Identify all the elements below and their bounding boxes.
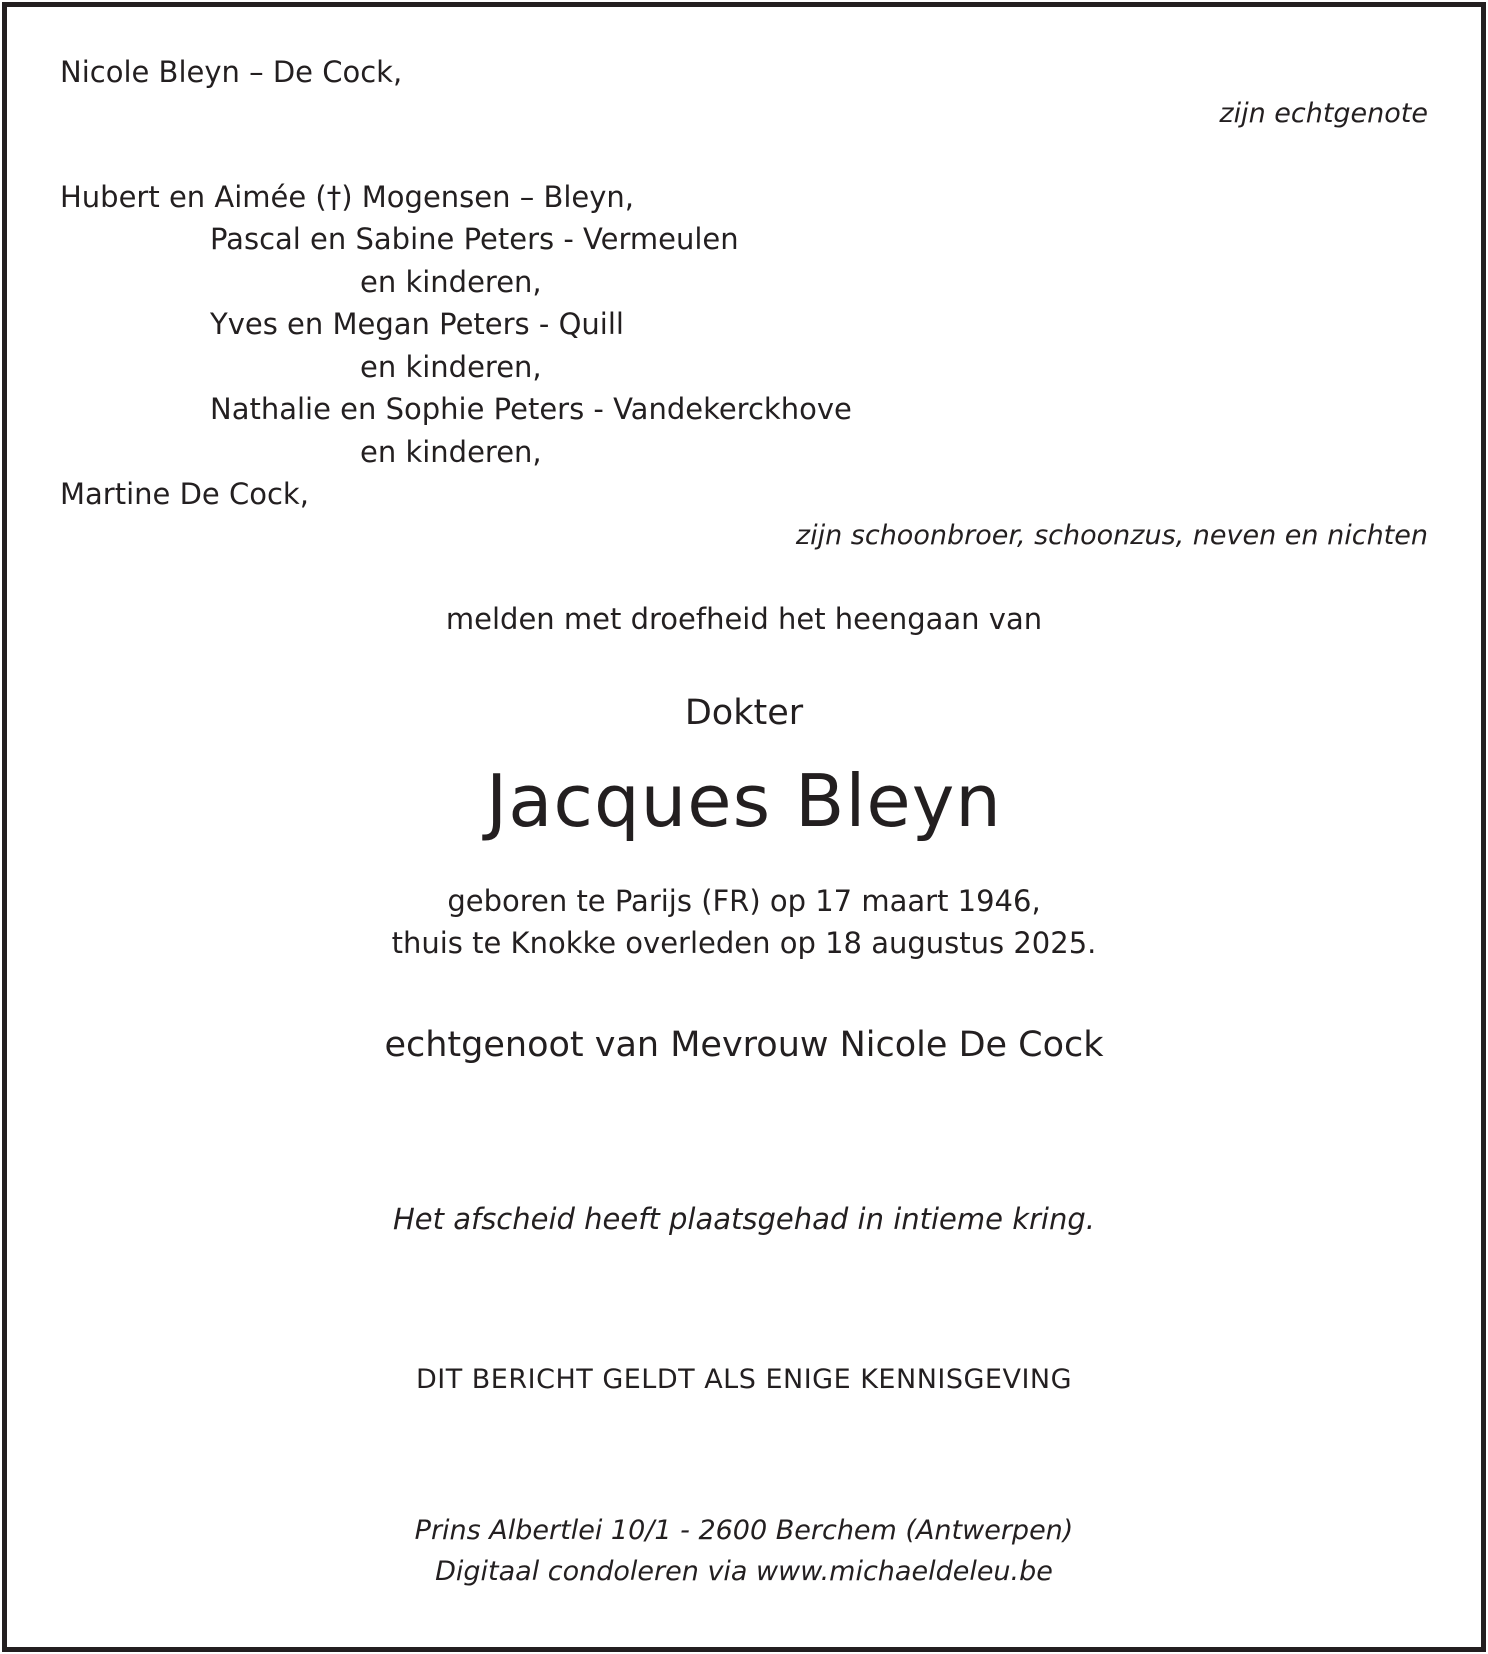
sole-notice-statement: DIT BERICHT GELDT ALS ENIGE KENNISGEVING (415, 1364, 1073, 1395)
deceased-title: Dokter (684, 693, 804, 733)
family-line-children-2: en kinderen, (360, 350, 542, 384)
family-line-children-3: en kinderen, (360, 435, 542, 469)
death-details: thuis te Knokke overleden op 18 augustus 2025. (391, 926, 1097, 960)
family-line-hubert: Hubert en Aimée (†) Mogensen – Bleyn, (60, 180, 634, 214)
family-relatives-role: zijn schoonbroer, schoonzus, neven en nichten (795, 520, 1428, 551)
family-line-children-1: en kinderen, (360, 265, 542, 299)
funeral-home-address: Prins Albertlei 10/1 - 2600 Berchem (Antwerpen) (414, 1515, 1074, 1546)
farewell-statement: Het afscheid heeft plaatsgehad in intieme kring. (392, 1202, 1095, 1236)
announcement-intro: melden met droefheid het heengaan van (445, 602, 1043, 636)
spouse-statement: echtgenoot van Mevrouw Nicole De Cock (384, 1025, 1104, 1065)
family-spouse-name: Nicole Bleyn – De Cock, (60, 55, 403, 89)
family-line-martine: Martine De Cock, (60, 477, 309, 511)
birth-details: geboren te Parijs (FR) op 17 maart 1946, (447, 884, 1041, 918)
family-line-nathalie: Nathalie en Sophie Peters - Vandekerckhove (210, 392, 852, 426)
deceased-name: Jacques Bleyn (486, 759, 1002, 843)
condolence-link[interactable]: Digitaal condoleren via www.michaeldeleu.be (435, 1556, 1053, 1587)
family-line-yves: Yves en Megan Peters - Quill (210, 307, 624, 341)
family-line-pascal: Pascal en Sabine Peters - Vermeulen (210, 222, 739, 256)
family-spouse-role: zijn echtgenote (1219, 98, 1428, 129)
